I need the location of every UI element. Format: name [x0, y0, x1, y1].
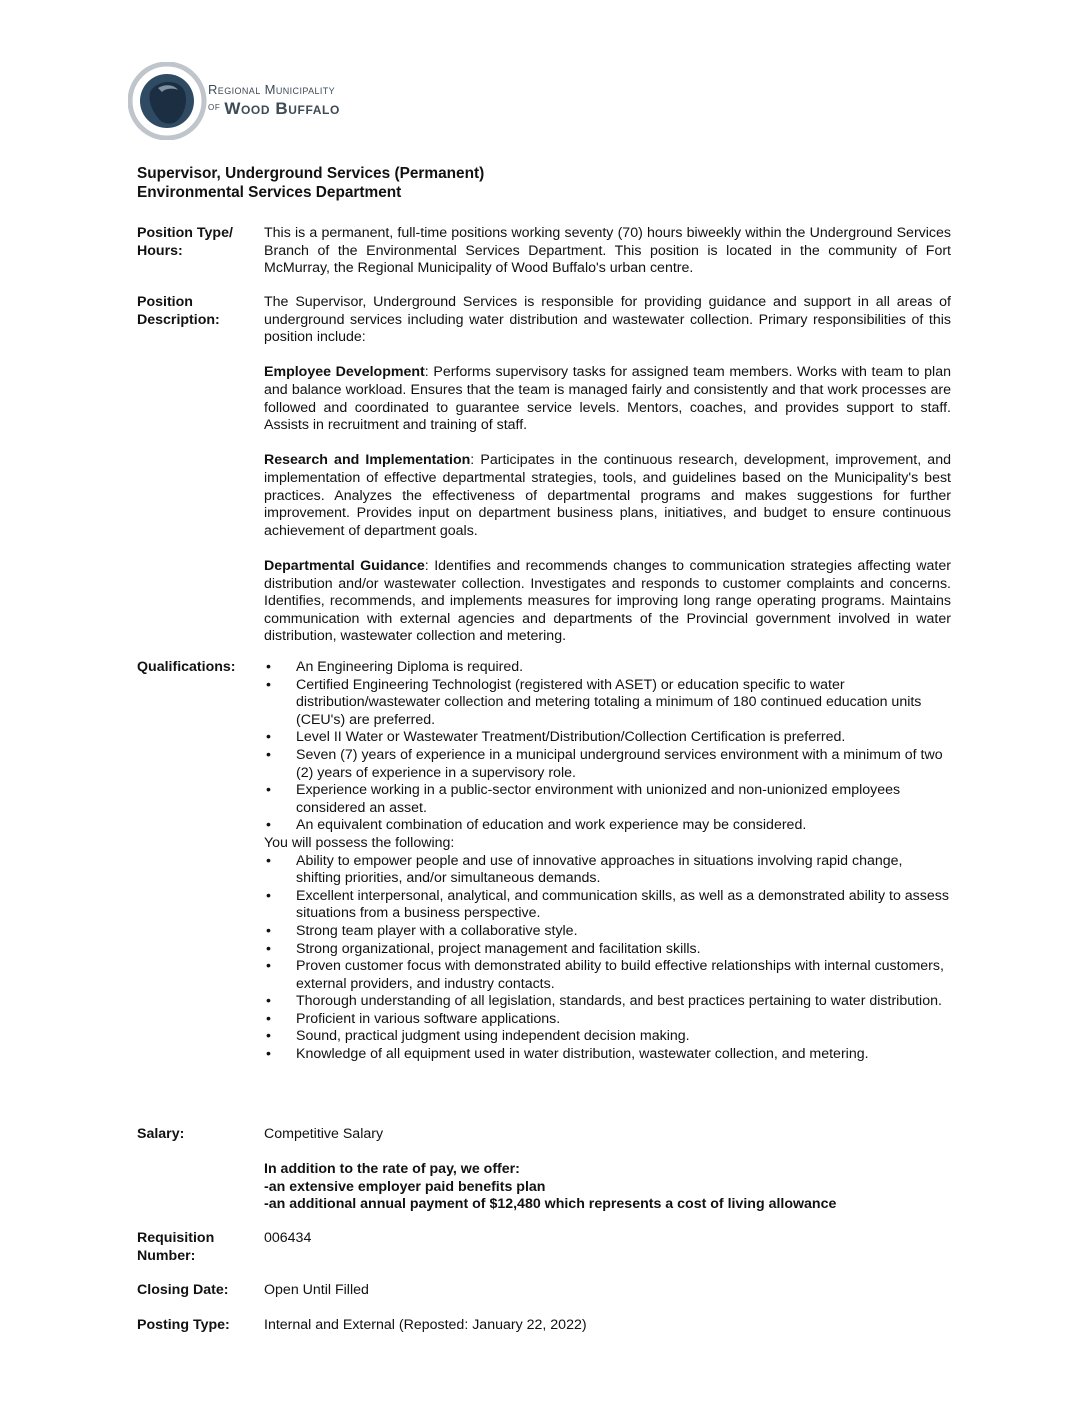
posting-type-label: Posting Type: [137, 1317, 230, 1333]
municipality-logo [128, 62, 388, 140]
description-section [264, 558, 951, 646]
bison-logo-icon [128, 62, 208, 140]
position-type-label: Position Type/ Hours: [137, 225, 233, 259]
list-item: • Seven (7) years of experience in a municipal underground services environment with a minimum of two (2) years of experience in a supervisory role. [264, 747, 951, 782]
list-item: • Strong team player with a collaborative style. [264, 923, 951, 941]
closing-date-value: Open Until Filled [264, 1282, 369, 1298]
logo-of: of [208, 101, 221, 113]
job-title-block [137, 165, 484, 202]
posting-type-value: Internal and External (Reposted: January 22, 2022) [264, 1317, 587, 1333]
section-lead: Research and Implementation [264, 452, 471, 469]
section-text: : Performs supervisory tasks for assigned team members. Works with team to plan and balance workload. Ensures that the team is managed fairly and consistently and that work processes are followed and coordinated to guarantee service levels. Mentors, coaches, and provides support to staff. Assists in recruitment and training of staff. [264, 364, 951, 434]
offer-line: -an additional annual payment of $12,480 which represents a cost of living allowance [264, 1196, 837, 1213]
list-item: • Ability to empower people and use of innovative approaches in situations involving rapid change, shifting priorities, and/or simultaneous demands. [264, 853, 951, 888]
list-item: • Thorough understanding of all legislation, standards, and best practices pertaining to water distribution. [264, 993, 951, 1011]
job-title: Supervisor, Underground Services (Permanent) [137, 165, 485, 182]
section-lead: Departmental Guidance [264, 557, 425, 574]
position-type-text: This is a permanent, full-time positions working seventy (70) hours biweekly within the Underground Services Branch of the Environmental Services Department. This position is located in the community of Fort McMurray, the Regional Municipality of Wood Buffalo's urban centre. [264, 225, 951, 277]
qualifications-label: Qualifications: [137, 659, 236, 675]
possess-heading: You will possess the following: [264, 834, 455, 851]
position-description-label: Position Description: [137, 294, 220, 328]
list-item: • Proven customer focus with demonstrated ability to build effective relationships with internal customers, external providers, and industry contacts. [264, 958, 951, 993]
description-section [264, 452, 951, 540]
department-title: Environmental Services Department [137, 183, 402, 201]
list-item: • Experience working in a public-sector environment with unionized and non-unionized employees considered an asset. [264, 782, 951, 817]
description-section [264, 364, 951, 434]
list-item: • Level II Water or Wastewater Treatment/Distribution/Collection Certification is preferred. [264, 729, 951, 747]
offer-line: In addition to the rate of pay, we offer: [264, 1161, 520, 1178]
list-item: • An equivalent combination of education and work experience may be considered. [264, 817, 951, 835]
section-lead: Employee Development [264, 364, 425, 381]
list-item: • Strong organizational, project management and facilitation skills. [264, 941, 951, 959]
list-item: • Proficient in various software applications. [264, 1011, 951, 1029]
list-item: • Sound, practical judgment using independent decision making. [264, 1028, 951, 1046]
logo-line-regional-municipality: Regional Municipality [208, 82, 336, 97]
salary-offer [264, 1161, 951, 1214]
logo-line-wood-buffalo: Wood Buffalo [224, 99, 340, 118]
qualifications-list [264, 659, 951, 835]
salary-label: Salary: [137, 1126, 185, 1142]
requisition-value: 006434 [264, 1230, 312, 1246]
salary-value: Competitive Salary [264, 1126, 384, 1142]
list-item: • Excellent interpersonal, analytical, and communication skills, as well as a demonstrated ability to assess situations from a business perspective. [264, 888, 951, 923]
section-text: : Identifies and recommends changes to communication strategies affecting water distribution and/or wastewater collection. Investigates and responds to customer complaints and concerns. Identifies, recommends, and implements measures for improving long range operating programs. Maintains communication with external agencies and departments of the Provincial government involved in water distribution, wastewater collection and metering. [264, 557, 951, 645]
position-description-intro: The Supervisor, Underground Services is responsible for providing guidance and support in all areas of underground services including water distribution and wastewater collection. Primary responsibilities of this position include: [264, 294, 951, 346]
possess-list [264, 853, 951, 1064]
list-item: • Certified Engineering Technologist (registered with ASET) or education specific to water distribution/wastewater collection and metering totaling a minimum of 180 continued education units (CEU's) are preferred. [264, 677, 951, 730]
list-item: • Knowledge of all equipment used in water distribution, wastewater collection, and metering. [264, 1046, 951, 1064]
list-item: • An Engineering Diploma is required. [264, 659, 951, 677]
requisition-label: Requisition Number: [137, 1230, 215, 1264]
closing-date-label: Closing Date: [137, 1282, 229, 1298]
section-text: : Participates in the continuous research, development, improvement, and implementation of effective departmental strategies, tools, and guidelines based on the Municipality's best practices. Analyzes the effectiveness of departmental programs and makes suggestions for further improvement. Provides input on department business plans, initiatives, and budget to ensure continuous achievement of department goals. [264, 452, 951, 539]
offer-line: -an extensive employer paid benefits plan [264, 1178, 546, 1195]
